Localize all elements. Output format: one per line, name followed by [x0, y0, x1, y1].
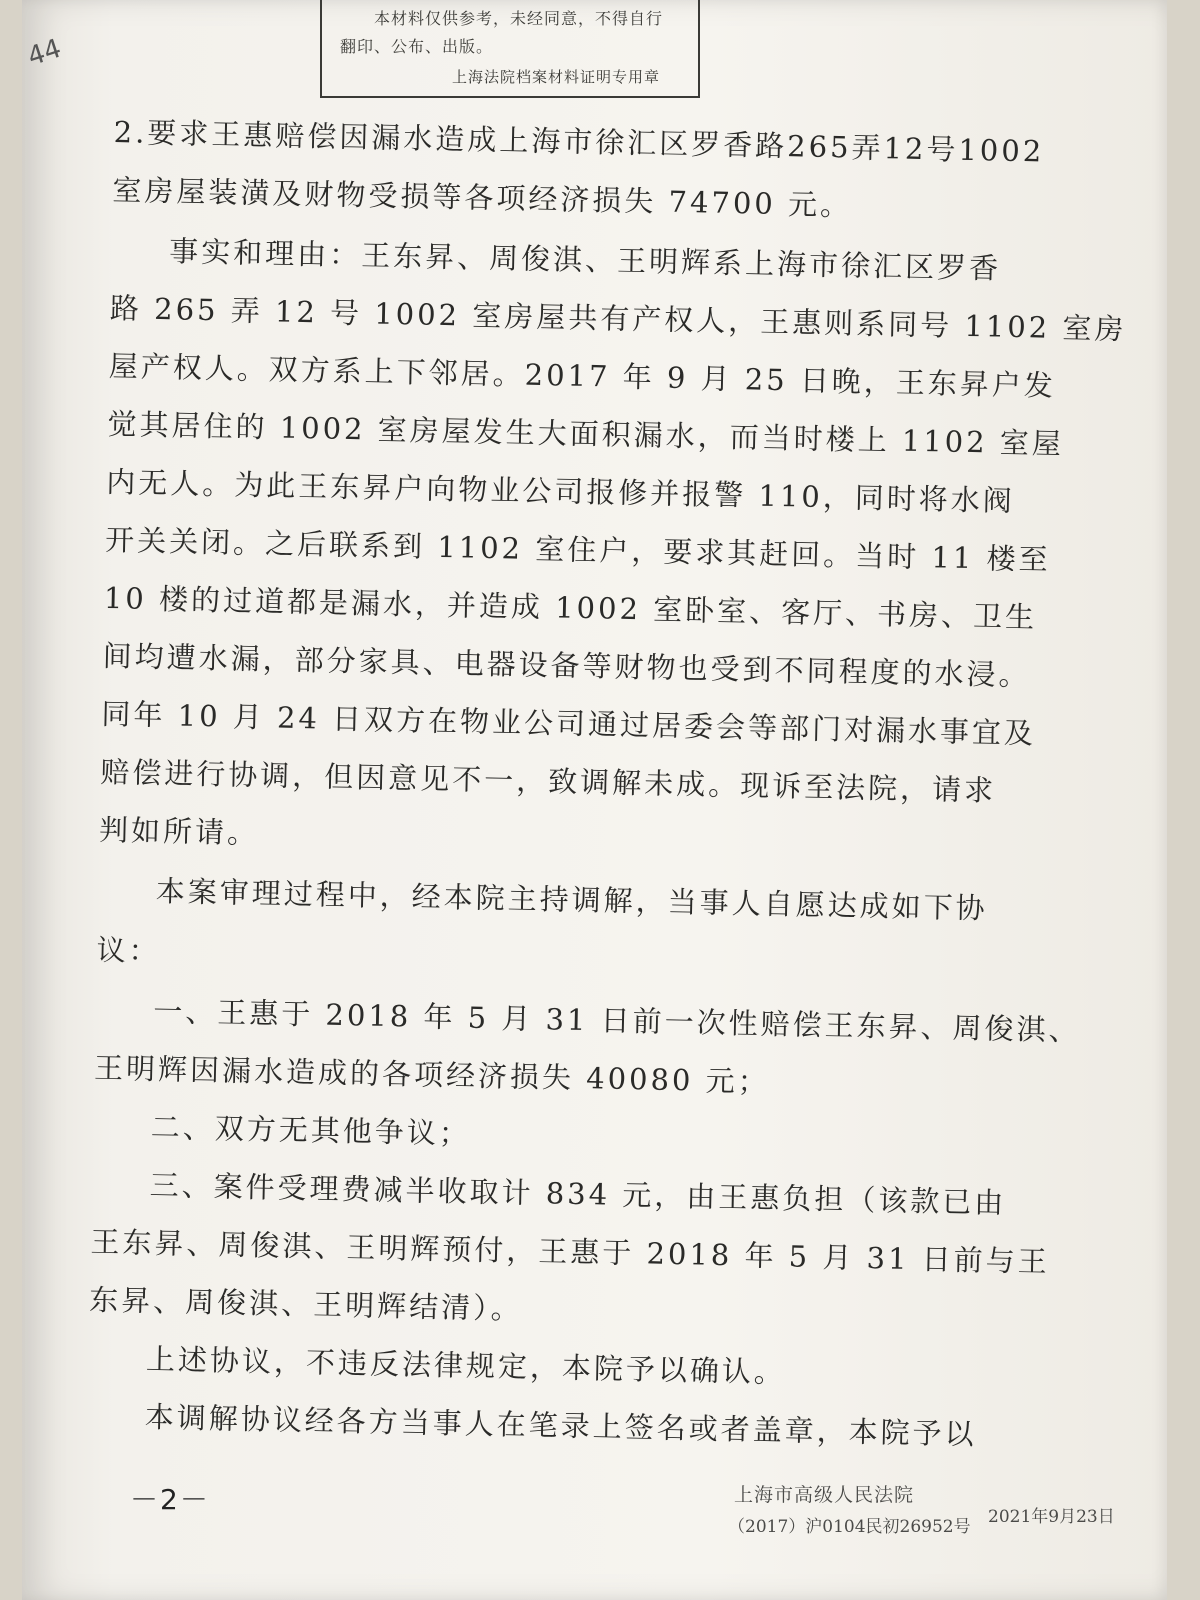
body-line: 2.要求王惠赔偿因漏水造成上海市徐汇区罗香路265弄12号1002: [113, 115, 1045, 169]
stamp-seal-name: 上海法院档案材料证明专用章: [452, 68, 661, 86]
archive-stamp-box: [320, 0, 700, 98]
footer-date: 2021年9月23日: [988, 1507, 1115, 1527]
stamp-notice-line: 本材料仅供参考，未经同意，不得自行: [374, 9, 664, 28]
body-line: 屋产权人。双方系上下邻居。2017 年 9 月 25 日晚，王东昇户发: [108, 348, 1057, 403]
body-line: 判如所请。: [98, 812, 260, 851]
body-line: 二、双方无其他争议；: [150, 1109, 472, 1151]
body-line: 10 楼的过道都是漏水，并造成 1002 室卧室、客厅、书房、卫生: [103, 580, 1038, 635]
body-line: 内无人。为此王东昇户向物业公司报修并报警 110，同时将水阀: [106, 464, 1016, 518]
body-line: 觉其居住的 1002 室房屋发生大面积漏水，而当时楼上 1102 室屋: [107, 406, 1065, 461]
body-line: 事实和理由：王东昇、周俊淇、王明辉系上海市徐汇区罗香: [168, 234, 1002, 286]
handwritten-margin-mark: 44: [24, 33, 65, 73]
body-line: 三、案件受理费减半收取计 834 元，由王惠负担（该款已由: [149, 1167, 1007, 1220]
footer-court-name: 上海市高级人民法院: [734, 1484, 915, 1506]
body-line: 王明辉因漏水造成的各项经济损失 40080 元；: [93, 1050, 771, 1099]
body-line: 同年 10 月 24 日双方在物业公司通过居委会等部门对漏水事宜及: [101, 696, 1037, 751]
body-line: 东昇、周俊淇、王明辉结清）。: [88, 1282, 524, 1326]
body-line: 路 265 弄 12 号 1002 室房屋共有产权人，王惠则系同号 1102 室房: [109, 290, 1127, 347]
body-line: 室房屋装潢及财物受损等各项经济损失 74700 元。: [112, 172, 853, 223]
document-body: [88, 115, 1127, 1452]
body-line: 开关关闭。之后联系到 1102 室住户，要求其赶回。当时 11 楼至: [104, 522, 1051, 577]
footer-case-number: （2017）沪0104民初26952号: [728, 1517, 971, 1537]
document-page: [22, 0, 1167, 1600]
body-line: 一、王惠于 2018 年 5 月 31 日前一次性赔偿王东昇、周俊淇、: [152, 994, 1081, 1048]
body-line: 本调解协议经各方当事人在笔录上签名或者盖章，本院予以: [144, 1399, 977, 1452]
body-line: 王东昇、周俊淇、王明辉预付，王惠于 2018 年 5 月 31 日前与王: [90, 1224, 1051, 1279]
body-line: 赔偿进行协调，但因意见不一，致调解未成。现诉至法院，请求: [99, 754, 997, 808]
body-line: 本案审理过程中，经本院主持调解，当事人自愿达成如下协: [155, 874, 989, 926]
body-line: 间均遭水漏，部分家具、电器设备等财物也受到不同程度的水浸。: [102, 638, 1031, 693]
body-line: 议：: [96, 932, 161, 969]
page-number: －2－: [130, 1483, 210, 1516]
body-line: 上述协议，不违反法律规定，本院予以确认。: [145, 1341, 787, 1390]
stamp-notice-line: 翻印、公布、出版。: [340, 37, 494, 56]
